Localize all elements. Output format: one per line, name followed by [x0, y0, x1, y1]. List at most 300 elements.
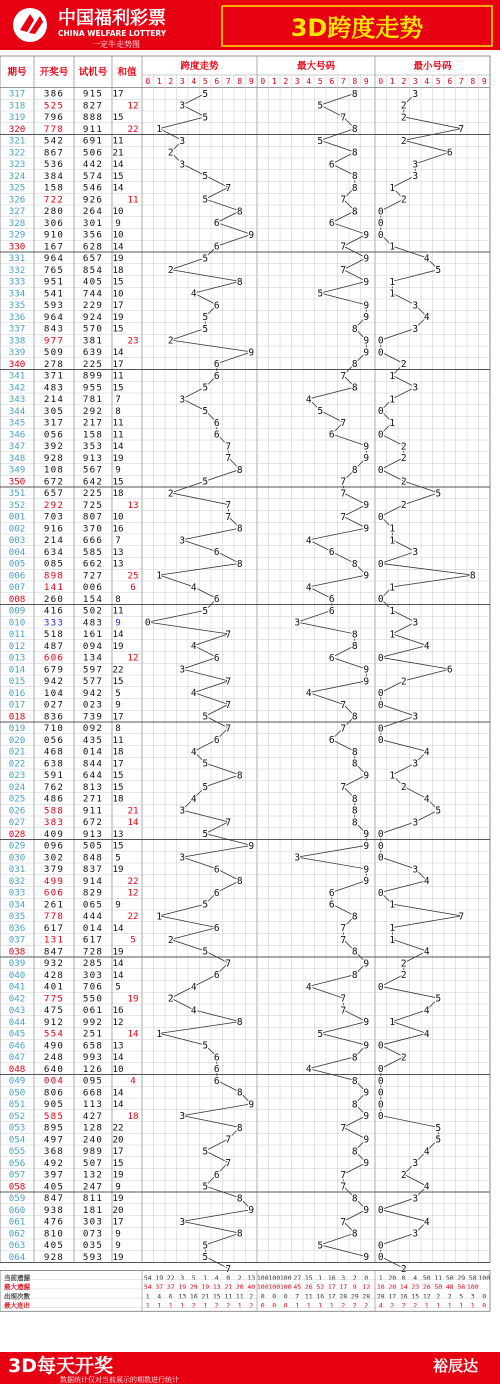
digit-label: 4: [424, 77, 430, 86]
test-number-cell: 094: [82, 640, 104, 652]
trend-point-label: 0: [377, 1075, 384, 1087]
stats-value: 11: [224, 1292, 233, 1301]
trend-point-label: 6: [213, 923, 220, 935]
sum-cell: 9: [115, 1181, 121, 1193]
trend-point-label: 4: [190, 641, 197, 653]
trend-point-label: 2: [400, 782, 407, 794]
sum-cell: 13: [112, 1040, 124, 1052]
test-number-cell: 672: [82, 817, 104, 829]
draw-number-cell: 027: [43, 699, 65, 711]
draw-number-cell: 487: [43, 640, 65, 652]
draw-number-cell: 056: [43, 734, 65, 746]
trend-point-label: 0: [377, 688, 384, 700]
trend-point-label: 7: [225, 1263, 232, 1275]
trend-point-label: 6: [213, 735, 220, 747]
test-number-cell: 247: [82, 1181, 104, 1193]
trend-point-label: 9: [363, 829, 370, 841]
draw-number-cell: 617: [43, 922, 65, 934]
period-cell: 337: [8, 323, 26, 335]
stats-value: 58: [457, 1283, 466, 1292]
draw-number-cell: 409: [43, 828, 65, 840]
draw-number-cell: 158: [43, 182, 65, 194]
stats-value: 100: [268, 1283, 281, 1292]
trend-point-label: 8: [351, 805, 358, 817]
sum-cell: 19: [112, 1169, 124, 1181]
trend-point-label: 7: [458, 124, 465, 136]
sum-cell: 11: [127, 194, 139, 206]
period-cell: 002: [8, 523, 26, 535]
col-header-max: 最大号码: [296, 61, 336, 72]
trend-point-label: 9: [363, 441, 370, 453]
sum-cell: 9: [115, 464, 121, 476]
trend-point-label: 9: [363, 523, 370, 535]
trend-point-label: 4: [423, 946, 430, 958]
trend-point-label: 4: [305, 535, 312, 547]
test-number-cell: 913: [82, 452, 104, 464]
draw-number-cell: 131: [43, 934, 65, 946]
col-header-test: 试机号: [78, 67, 108, 78]
col-header-min: 最小号码: [413, 61, 452, 72]
period-cell: 318: [8, 100, 26, 112]
trend-point-label: 5: [435, 993, 442, 1005]
sum-cell: 10: [112, 1063, 124, 1075]
stats-value: 0: [272, 1292, 277, 1301]
trend-point-label: 9: [363, 1134, 370, 1146]
trend-point-label: 1: [389, 770, 396, 782]
stats-value: 1: [203, 1273, 208, 1282]
sum-cell: 19: [112, 253, 124, 265]
test-number-cell: 483: [82, 617, 104, 629]
period-cell: 035: [8, 911, 26, 923]
trend-point-label: 0: [377, 1252, 384, 1264]
stats-value: 13: [247, 1273, 256, 1282]
stats-value: 4: [214, 1273, 219, 1282]
period-cell: 023: [8, 770, 26, 782]
trend-point-label: 8: [469, 570, 476, 582]
draw-number-cell: 104: [43, 687, 65, 699]
test-number-cell: 914: [82, 875, 104, 887]
trend-point-label: 3: [179, 1216, 186, 1228]
digit-label: 2: [401, 77, 407, 86]
stats-value: 37: [155, 1283, 164, 1292]
trend-point-label: 8: [351, 382, 358, 394]
stats-value: 45: [293, 1283, 302, 1292]
sum-cell: 8: [115, 593, 121, 605]
period-cell: 339: [8, 347, 26, 359]
draw-number-cell: 280: [43, 206, 65, 218]
trend-point-label: 0: [377, 464, 384, 476]
trend-point-label: 9: [363, 347, 370, 359]
trend-point-label: 6: [328, 605, 335, 617]
logo-en: CHINA WELFARE LOTTERY: [58, 29, 167, 38]
sum-cell: 9: [115, 699, 121, 711]
test-number-cell: 597: [82, 664, 104, 676]
stats-value: 28: [362, 1292, 371, 1301]
sum-cell: 19: [127, 993, 139, 1005]
digit-label: 5: [202, 77, 208, 86]
trend-point-label: 0: [377, 429, 384, 441]
stats-value: 54: [143, 1273, 152, 1282]
period-cell: 320: [8, 123, 26, 135]
trend-point-label: 5: [202, 782, 209, 794]
test-number-cell: 628: [82, 241, 104, 253]
trend-point-label: 5: [202, 711, 209, 723]
test-number-cell: 691: [82, 135, 104, 147]
footer-note: 数据统计仅对当前展示的期数进行统计: [60, 1376, 179, 1384]
stats-value: 12: [362, 1283, 371, 1292]
trend-point-label: 8: [236, 1193, 243, 1205]
trend-point-label: 0: [377, 735, 384, 747]
trend-point-label: 4: [305, 688, 312, 700]
trend-point-label: 7: [225, 500, 232, 512]
sum-cell: 11: [112, 417, 124, 429]
trend-point-label: 0: [377, 829, 384, 841]
draw-number-cell: 096: [43, 840, 65, 852]
trend-point-label: 8: [351, 1075, 358, 1087]
sum-cell: 22: [127, 123, 139, 135]
stats-value: 26: [304, 1283, 313, 1292]
test-number-cell: 502: [82, 605, 104, 617]
stats-value: 48: [445, 1283, 454, 1292]
stats-label: 当前遗漏: [4, 1273, 30, 1282]
trend-point-label: 8: [351, 911, 358, 923]
stats-value: 1: [168, 1301, 173, 1310]
draw-number-cell: 248: [43, 1052, 65, 1064]
period-cell: 029: [8, 840, 26, 852]
sum-cell: 17: [112, 1216, 124, 1228]
trend-point-label: 7: [225, 958, 232, 970]
trend-point-label: 4: [423, 1181, 430, 1193]
sum-cell: 11: [112, 734, 124, 746]
trend-point-label: 4: [423, 1005, 430, 1017]
test-number-cell: 811: [82, 1193, 104, 1205]
sum-cell: 22: [112, 1122, 124, 1134]
period-cell: 041: [8, 981, 26, 993]
trend-point-label: 8: [236, 1122, 243, 1134]
trend-point-label: 5: [202, 406, 209, 418]
draw-number-cell: 536: [43, 159, 65, 171]
logo-slogan: 一定牛走势图: [92, 40, 140, 49]
trend-point-label: 3: [412, 323, 419, 335]
stats-value: 15: [212, 1292, 221, 1301]
trend-point-label: 4: [423, 1028, 430, 1040]
sum-cell: 14: [112, 182, 124, 194]
trend-point-label: 8: [351, 1146, 358, 1158]
stats-value: 1: [459, 1301, 464, 1310]
stats-value: 14: [399, 1283, 408, 1292]
trend-point-label: 7: [340, 488, 347, 500]
period-cell: 009: [8, 605, 26, 617]
draw-number-cell: 912: [43, 1016, 65, 1028]
sum-cell: 14: [112, 241, 124, 253]
trend-point-label: 7: [225, 629, 232, 641]
trend-point-label: 2: [167, 488, 174, 500]
draw-number-cell: 525: [43, 100, 65, 112]
period-cell: 016: [8, 687, 26, 699]
digit-label: 8: [237, 77, 243, 86]
draw-number-cell: 475: [43, 1005, 65, 1017]
stats-value: 2: [226, 1301, 231, 1310]
period-cell: 343: [8, 394, 26, 406]
trend-point-label: 0: [377, 887, 384, 899]
sum-cell: 19: [112, 1251, 124, 1263]
trend-point-label: 3: [412, 711, 419, 723]
trend-point-label: 7: [340, 782, 347, 794]
draw-number-cell: 703: [43, 511, 65, 523]
trend-point-label: 8: [351, 88, 358, 100]
trend-point-label: 6: [213, 652, 220, 664]
test-number-cell: 132: [82, 1169, 104, 1181]
trend-point-label: 6: [213, 429, 220, 441]
stats-value: 1: [306, 1301, 311, 1310]
sum-cell: 22: [127, 911, 139, 923]
trend-point-label: 5: [202, 946, 209, 958]
trend-point-label: 7: [340, 1181, 347, 1193]
stats-value: 1: [470, 1301, 475, 1310]
draw-number-cell: 004: [43, 1075, 65, 1087]
trend-point-label: 9: [363, 840, 370, 852]
trend-point-label: 8: [351, 171, 358, 183]
period-cell: 043: [8, 1005, 26, 1017]
sum-cell: 5: [115, 687, 121, 699]
trend-point-label: 0: [377, 511, 384, 523]
trend-point-label: 4: [423, 1216, 430, 1228]
period-cell: 350: [8, 476, 26, 488]
test-number-cell: 848: [82, 852, 104, 864]
sum-cell: 11: [112, 135, 124, 147]
trend-point-label: 0: [377, 1087, 384, 1099]
stats-label: 最大连出: [4, 1301, 30, 1310]
sum-cell: 7: [115, 535, 121, 547]
trend-point-label: 4: [423, 876, 430, 888]
period-cell: 026: [8, 805, 26, 817]
test-number-cell: 642: [82, 476, 104, 488]
draw-number-cell: 932: [43, 958, 65, 970]
period-cell: 030: [8, 852, 26, 864]
draw-number-cell: 606: [43, 887, 65, 899]
period-cell: 038: [8, 946, 26, 958]
test-number-cell: 303: [82, 969, 104, 981]
sum-cell: 13: [112, 546, 124, 558]
draw-number-cell: 261: [43, 899, 65, 911]
stats-value: 20: [388, 1273, 397, 1282]
trend-point-label: 7: [340, 1216, 347, 1228]
period-cell: 036: [8, 922, 26, 934]
trend-point-label: 8: [351, 711, 358, 723]
draw-number-cell: 951: [43, 276, 65, 288]
stats-value: 2: [436, 1292, 441, 1301]
trend-point-label: 7: [340, 476, 347, 488]
sum-cell: 15: [112, 476, 124, 488]
digit-label: 8: [470, 77, 476, 86]
trend-point-label: 4: [423, 1146, 430, 1158]
test-number-cell: 899: [82, 370, 104, 382]
stats-value: 1: [295, 1301, 300, 1310]
period-cell: 042: [8, 993, 26, 1005]
stats-value: 19: [178, 1283, 187, 1292]
test-number-cell: 158: [82, 429, 104, 441]
stats-value: 15: [411, 1292, 420, 1301]
trend-point-label: 9: [363, 312, 370, 324]
draw-number-cell: 490: [43, 1040, 65, 1052]
trend-point-label: 9: [363, 1111, 370, 1123]
period-cell: 008: [8, 593, 26, 605]
test-number-cell: 926: [82, 194, 104, 206]
trend-point-label: 5: [435, 488, 442, 500]
stats-value: 54: [143, 1283, 152, 1292]
trend-point-label: 0: [377, 723, 384, 735]
trend-point-label: 9: [363, 1040, 370, 1052]
trend-point-label: 4: [305, 1064, 312, 1076]
trend-point-label: 9: [363, 300, 370, 312]
stats-value: 0: [401, 1273, 406, 1282]
trend-point-label: 5: [202, 758, 209, 770]
trend-point-label: 5: [202, 253, 209, 265]
test-number-cell: 154: [82, 593, 104, 605]
test-number-cell: 913: [82, 828, 104, 840]
stats-value: 5: [191, 1273, 196, 1282]
trend-point-label: 9: [248, 840, 255, 852]
period-cell: 338: [8, 335, 26, 347]
digit-label: 3: [179, 77, 185, 86]
stats-value: 0: [482, 1301, 487, 1310]
trend-point-label: 8: [236, 1228, 243, 1240]
test-number-cell: 035: [82, 1240, 104, 1252]
sum-cell: 17: [112, 758, 124, 770]
test-number-cell: 353: [82, 441, 104, 453]
stats-value: 1: [318, 1301, 323, 1310]
lottery-logo: [13, 8, 47, 42]
trend-point-label: 4: [305, 981, 312, 993]
draw-number-cell: 778: [43, 123, 65, 135]
trend-point-label: 2: [400, 100, 407, 112]
trend-point-label: 6: [213, 1169, 220, 1181]
test-number-cell: 911: [82, 123, 104, 135]
test-number-cell: 888: [82, 112, 104, 124]
stats-value: 2: [249, 1301, 254, 1310]
sum-cell: 5: [115, 852, 121, 864]
test-number-cell: 073: [82, 1228, 104, 1240]
stats-value: 26: [422, 1283, 431, 1292]
digit-label: 5: [435, 77, 441, 86]
test-number-cell: 095: [82, 1075, 104, 1087]
draw-number-cell: 397: [43, 1169, 65, 1181]
sum-cell: 15: [112, 112, 124, 124]
sum-cell: 16: [112, 523, 124, 535]
period-cell: 020: [8, 734, 26, 746]
trend-point-label: 8: [351, 147, 358, 159]
stats-value: 1: [424, 1301, 429, 1310]
period-cell: 052: [8, 1110, 26, 1122]
trend-point-label: 9: [363, 1017, 370, 1029]
test-number-cell: 023: [82, 699, 104, 711]
stats-value: 3: [180, 1273, 185, 1282]
trend-point-label: 8: [236, 876, 243, 888]
draw-number-cell: 588: [43, 805, 65, 817]
draw-number-cell: 509: [43, 347, 65, 359]
trend-point-label: 7: [225, 441, 232, 453]
period-cell: 013: [8, 652, 26, 664]
test-number-cell: 240: [82, 1134, 104, 1146]
trend-point-label: 5: [202, 88, 209, 100]
period-cell: 323: [8, 159, 26, 171]
test-number-cell: 807: [82, 511, 104, 523]
stats-value: 2: [249, 1292, 254, 1301]
trend-point-label: 2: [400, 1169, 407, 1181]
trend-point-label: 1: [156, 124, 163, 136]
test-number-cell: 829: [82, 887, 104, 899]
trend-point-label: 1: [389, 288, 396, 300]
stats-value: 100: [279, 1283, 292, 1292]
trend-point-label: 0: [377, 840, 384, 852]
trend-point-label: 4: [423, 793, 430, 805]
stats-value: 29: [350, 1292, 359, 1301]
test-number-cell: 739: [82, 711, 104, 723]
period-cell: 061: [8, 1216, 26, 1228]
test-number-cell: 567: [82, 464, 104, 476]
period-cell: 019: [8, 723, 26, 735]
period-cell: 333: [8, 276, 26, 288]
period-cell: 037: [8, 934, 26, 946]
stats-value: 0: [260, 1301, 265, 1310]
trend-point-label: 0: [377, 1111, 384, 1123]
trend-point-label: 1: [389, 523, 396, 535]
stats-value: 16: [327, 1273, 336, 1282]
period-cell: 044: [8, 1016, 26, 1028]
draw-number-cell: 416: [43, 605, 65, 617]
stats-value: 2: [364, 1301, 369, 1310]
stats-value: 1: [378, 1273, 383, 1282]
trend-point-label: 5: [202, 194, 209, 206]
draw-number-cell: 928: [43, 452, 65, 464]
col-header-draw: 开奖号: [39, 67, 69, 78]
sum-cell: 17: [112, 711, 124, 723]
period-cell: 347: [8, 441, 26, 453]
draw-number-cell: 141: [43, 582, 65, 594]
sum-cell: 14: [112, 1087, 124, 1099]
trend-point-label: 9: [248, 1099, 255, 1111]
trend-point-label: 7: [225, 182, 232, 194]
sum-cell: 18: [112, 264, 124, 276]
stats-value: 16: [316, 1292, 325, 1301]
draw-number-cell: 905: [43, 1099, 65, 1111]
trend-point-label: 2: [400, 194, 407, 206]
trend-point-label: 3: [179, 852, 186, 864]
trend-point-label: 3: [179, 100, 186, 112]
period-cell: 349: [8, 464, 26, 476]
test-number-cell: 989: [82, 1146, 104, 1158]
sum-cell: 14: [112, 922, 124, 934]
test-number-cell: 301: [82, 217, 104, 229]
stats-value: 100: [478, 1273, 491, 1282]
trend-point-label: 2: [167, 265, 174, 277]
trend-point-label: 0: [377, 558, 384, 570]
stats-value: 11: [304, 1292, 313, 1301]
trend-point-label: 8: [236, 206, 243, 218]
draw-number-cell: 405: [43, 1240, 65, 1252]
trend-point-label: 1: [156, 570, 163, 582]
test-number-cell: 744: [82, 288, 104, 300]
trend-point-label: 6: [213, 864, 220, 876]
period-cell: 058: [8, 1181, 26, 1193]
trend-point-label: 5: [435, 265, 442, 277]
trend-point-label: 3: [179, 1111, 186, 1123]
trend-point-label: 2: [400, 135, 407, 147]
draw-number-cell: 928: [43, 1251, 65, 1263]
period-cell: 325: [8, 182, 26, 194]
col-header-sum: 和值: [117, 67, 137, 78]
trend-point-label: 8: [351, 641, 358, 653]
